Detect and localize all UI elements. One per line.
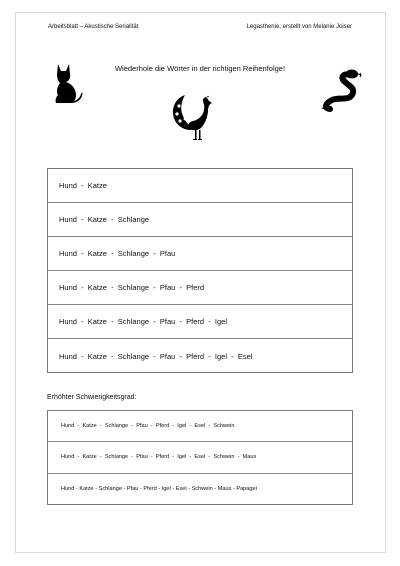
series-row: Hund - Katze - Schlange - Pfau: [48, 237, 352, 271]
basic-series-table: [47, 168, 353, 373]
advanced-heading: Erhöhter Schwierigkeitsgrad:: [47, 394, 137, 401]
series-row: Hund - Katze - Schlange: [48, 203, 352, 237]
series-row: Hund - Katze: [48, 169, 352, 203]
series-row: Hund - Katze - Schlange - Pfau - Pferd - Igel: [48, 305, 352, 339]
header-author: Legasthenie, erstellt von Melanie Joiser: [246, 24, 352, 30]
advanced-series-row: Hund - Katze - Schlange - Pfau - Pferd - Igel - Esel - Schwein - Maus - Papagei: [61, 486, 257, 493]
series-row: Hund - Katze - Schlange - Pfau - Pferd: [48, 271, 352, 305]
header-title: Arbeitsblatt – Akustische Serialität: [48, 24, 139, 30]
snake-icon: [318, 68, 362, 112]
peacock-icon: [169, 94, 219, 142]
advanced-series-table: [47, 410, 353, 505]
advanced-series-row: Hund - Katze - Schlange - Pfau - Pferd - Igel - Esel - Schwein - Maus: [48, 442, 352, 473]
series-row: Hund - Katze - Schlange - Pfau - Pferd - Igel - Esel: [59, 352, 253, 362]
instruction-text: Wiederhole die Wörter in der richtigen Reihenfolge!: [114, 64, 286, 73]
advanced-series-row: Hund - Katze - Schlange - Pfau - Pferd - Igel - Esel - Schwein: [48, 411, 352, 442]
